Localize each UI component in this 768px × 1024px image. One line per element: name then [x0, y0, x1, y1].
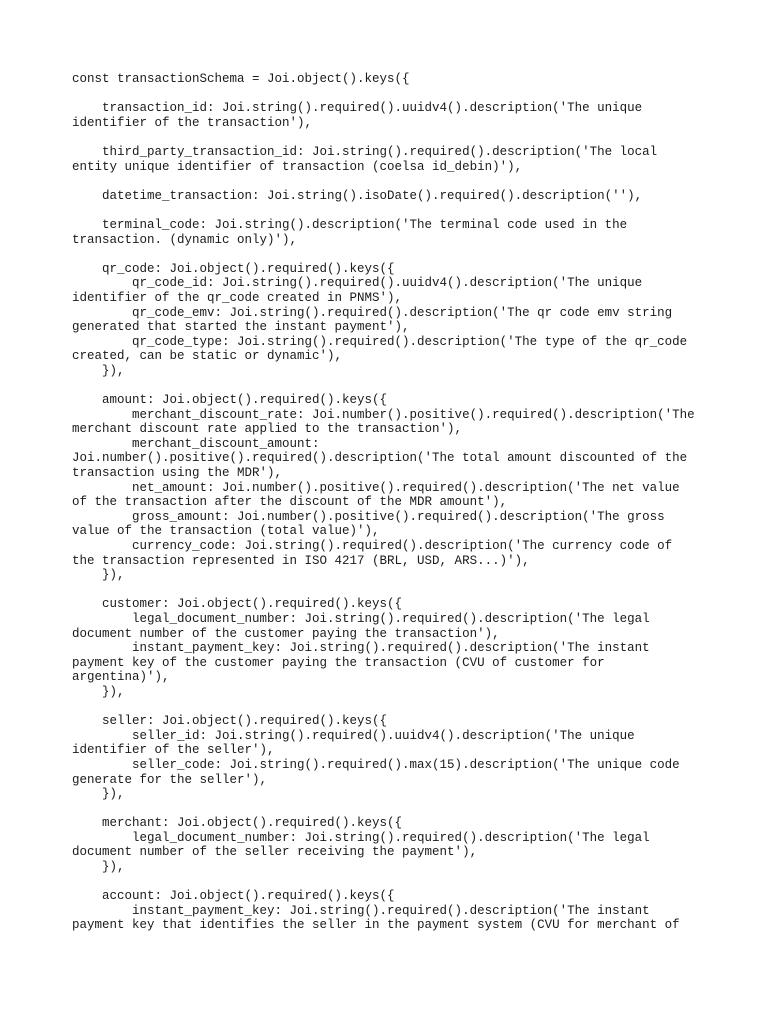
code-line: instant_payment_key: Joi.string().required().description('The instant	[72, 641, 650, 656]
blank-line	[72, 130, 712, 145]
code-line: net_amount: Joi.number().positive().required().description('The net value	[72, 480, 680, 495]
code-line: gross_amount: Joi.number().positive().required().description('The gross	[72, 509, 665, 524]
code-line: payment key of the customer paying the transaction (CVU of customer for	[72, 655, 605, 670]
blank-line	[72, 875, 712, 890]
code-line: third_party_transaction_id: Joi.string().required().description('The local	[72, 144, 658, 159]
code-line: qr_code_emv: Joi.string().required().description('The qr code emv string	[72, 305, 673, 320]
code-line: identifier of the seller'),	[72, 743, 275, 758]
blank-line	[72, 87, 712, 102]
code-line: created, can be static or dynamic'),	[72, 349, 343, 364]
code-line: generated that started the instant payment'),	[72, 320, 410, 335]
code-line: payment key that identifies the seller in the payment system (CVU for merchant of	[72, 918, 680, 933]
code-line: qr_code: Joi.object().required().keys({	[72, 261, 395, 276]
code-block	[72, 72, 712, 933]
code-line: entity unique identifier of transaction (coelsa id_debin)'),	[72, 159, 523, 174]
code-line: currency_code: Joi.string().required().description('The currency code of	[72, 539, 673, 553]
code-line: qr_code_id: Joi.string().required().uuidv4().description('The unique	[72, 276, 643, 291]
code-line: customer: Joi.object().required().keys({	[72, 597, 403, 612]
code-line: qr_code_type: Joi.string().required().description('The type of the qr_code	[72, 334, 688, 349]
code-line: document number of the seller receiving the payment'),	[72, 845, 478, 860]
blank-line	[72, 174, 712, 189]
blank-line	[72, 583, 712, 598]
code-line: the transaction represented in ISO 4217 (BRL, USD, ARS...)'),	[72, 553, 530, 568]
code-line: amount: Joi.object().required().keys({	[72, 393, 388, 408]
blank-line	[72, 802, 712, 817]
code-line: seller: Joi.object().required().keys({	[72, 714, 388, 729]
code-line: value of the transaction (total value)'),	[72, 524, 380, 539]
code-line: merchant_discount_amount:	[72, 436, 320, 451]
code-line: legal_document_number: Joi.string().required().description('The legal	[72, 611, 650, 626]
code-line: of the transaction after the discount of the MDR amount'),	[72, 495, 508, 510]
code-line: }),	[72, 860, 125, 875]
blank-line	[72, 700, 712, 715]
code-line: generate for the seller'),	[72, 772, 268, 787]
code-line: document number of the customer paying the transaction'),	[72, 626, 500, 641]
code-line: transaction using the MDR'),	[72, 466, 283, 481]
code-line: legal_document_number: Joi.string().required().description('The legal	[72, 830, 650, 845]
code-line: transaction_id: Joi.string().required().uuidv4().description('The unique	[72, 101, 643, 116]
code-line: seller_id: Joi.string().required().uuidv4().description('The unique	[72, 728, 635, 743]
code-line: terminal_code: Joi.string().description('The terminal code used in the	[72, 217, 628, 232]
code-line: }),	[72, 787, 125, 802]
code-line: }),	[72, 684, 125, 699]
blank-line	[72, 247, 712, 262]
code-line: merchant_discount_rate: Joi.number().positive().required().description('The	[72, 407, 695, 422]
code-line: identifier of the transaction'),	[72, 115, 313, 130]
code-line: datetime_transaction: Joi.string().isoDate().required().description(''),	[72, 188, 643, 203]
code-line: }),	[72, 568, 125, 583]
code-line: transaction. (dynamic only)'),	[72, 232, 298, 247]
code-line: identifier of the qr_code created in PNMS'),	[72, 290, 403, 305]
code-line: merchant: Joi.object().required().keys({	[72, 816, 403, 831]
blank-line	[72, 378, 712, 393]
code-line: }),	[72, 363, 125, 378]
blank-line	[72, 203, 712, 218]
code-line: seller_code: Joi.string().required().max(15).description('The unique code	[72, 757, 680, 772]
code-line: instant_payment_key: Joi.string().required().description('The instant	[72, 903, 650, 918]
code-line: merchant discount rate applied to the transaction'),	[72, 422, 463, 437]
code-line: argentina)'),	[72, 670, 170, 685]
code-line: Joi.number().positive().required().description('The total amount discounted of the	[72, 451, 688, 466]
code-line: const transactionSchema = Joi.object().keys({	[72, 72, 410, 86]
code-line: account: Joi.object().required().keys({	[72, 889, 395, 904]
